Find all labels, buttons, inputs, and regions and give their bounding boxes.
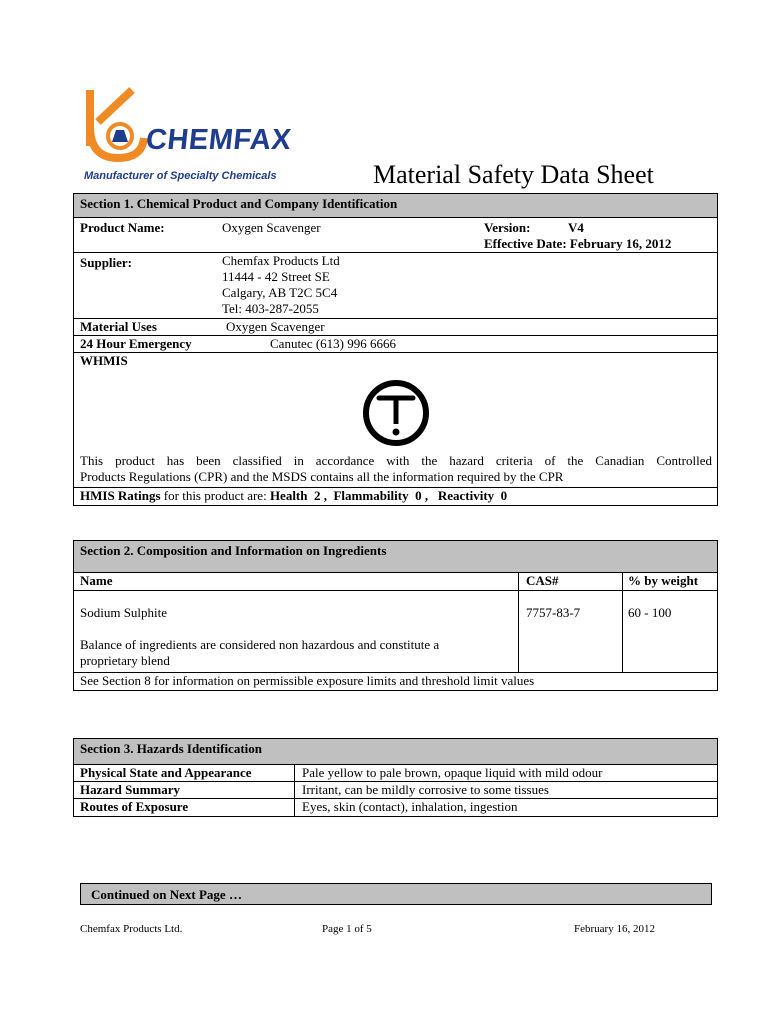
col-cas-header: CAS# [526, 573, 559, 588]
hmis-label: HMIS Ratings [80, 488, 161, 503]
hmis-row [74, 488, 717, 505]
supplier-address [222, 253, 340, 317]
col-divider [294, 799, 295, 816]
material-uses-row [74, 319, 717, 336]
hazard-row [74, 765, 717, 782]
section3-table [73, 738, 718, 817]
supplier-line: Tel: 403-287-2055 [222, 301, 319, 316]
section2-note-row [74, 673, 717, 690]
col-divider [294, 782, 295, 798]
hazard-value: Pale yellow to pale brown, opaque liquid with mild odour [302, 765, 603, 780]
balance-text [80, 637, 439, 669]
col-divider [294, 765, 295, 781]
material-uses-label: Material Uses [80, 319, 157, 334]
logo-name: CHEMFAX [144, 124, 294, 156]
version-label: Version: [484, 220, 531, 235]
section1-table [73, 193, 718, 506]
product-name-value: Oxygen Scavenger [222, 220, 321, 235]
product-name-row [74, 218, 717, 253]
hazard-value: Eyes, skin (contact), inhalation, ingestion [302, 799, 518, 814]
emergency-row [74, 336, 717, 353]
col-divider [622, 591, 623, 672]
supplier-label: Supplier: [80, 255, 133, 270]
classification-text [80, 453, 712, 485]
whmis-toxic-icon [361, 378, 431, 448]
col-divider [518, 591, 519, 672]
col-divider [518, 573, 519, 590]
ingredient-row [74, 591, 717, 673]
company-logo [84, 86, 294, 186]
ingredient-weight: 60 - 100 [628, 605, 672, 620]
hmis-text [80, 488, 507, 504]
ingredient-header-row [74, 573, 717, 591]
supplier-line: Calgary, AB T2C 5C4 [222, 285, 338, 300]
section2-header: Section 2. Composition and Information on Ingredients [74, 541, 717, 573]
balance-line: Balance of ingredients are considered non hazardous and constitute a [80, 637, 440, 652]
product-name-label: Product Name: [80, 220, 165, 235]
page-title: Material Safety Data Sheet [373, 160, 654, 189]
section1-header: Section 1. Chemical Product and Company Identification [74, 194, 717, 218]
hazard-label: Routes of Exposure [80, 799, 189, 814]
supplier-line: Chemfax Products Ltd [222, 253, 340, 268]
material-uses-value: Oxygen Scavenger [226, 319, 325, 334]
footer-date: February 16, 2012 [574, 923, 655, 935]
continued-banner [80, 883, 712, 905]
emergency-label: 24 Hour Emergency [80, 336, 192, 351]
whmis-label: WHMIS [80, 353, 128, 368]
hazard-row [74, 782, 717, 799]
classification-line: This product has been classified in accordance with the hazard criteria of the Canadian Controlled [80, 453, 712, 468]
emergency-value: Canutec (613) 996 6666 [270, 336, 397, 351]
ingredient-cas: 7757-83-7 [526, 605, 581, 620]
footer-company: Chemfax Products Ltd. [80, 923, 183, 935]
col-divider [622, 573, 623, 590]
version-value: V4 [568, 220, 584, 235]
hmis-values: Health 2 , Flammability 0 , Reactivity 0 [269, 488, 508, 503]
supplier-line: 11444 - 42 Street SE [222, 269, 330, 284]
classification-line: Products Regulations (CPR) and the MSDS contains all the information required by the CPR [80, 469, 564, 484]
section2-table [73, 540, 718, 691]
ingredient-name: Sodium Sulphite [80, 605, 168, 620]
hazard-label: Hazard Summary [80, 782, 181, 797]
logo-tagline: Manufacturer of Specialty Chemicals [84, 170, 277, 182]
footer-page: Page 1 of 5 [322, 923, 372, 935]
continued-text: Continued on Next Page … [91, 887, 242, 902]
balance-line: proprietary blend [80, 653, 170, 668]
hazard-value: Irritant, can be mildly corrosive to some tissues [302, 782, 549, 797]
col-weight-header: % by weight [628, 573, 699, 588]
hmis-connector: for this product are: [160, 488, 270, 503]
effective-date: Effective Date: February 16, 2012 [484, 236, 672, 251]
section3-header: Section 3. Hazards Identification [74, 739, 717, 765]
supplier-row [74, 253, 717, 319]
whmis-row [74, 353, 717, 488]
hazard-label: Physical State and Appearance [80, 765, 252, 780]
section2-note: See Section 8 for information on permissible exposure limits and threshold limit values [80, 673, 535, 688]
hazard-row [74, 799, 717, 816]
col-name-header: Name [80, 573, 113, 588]
